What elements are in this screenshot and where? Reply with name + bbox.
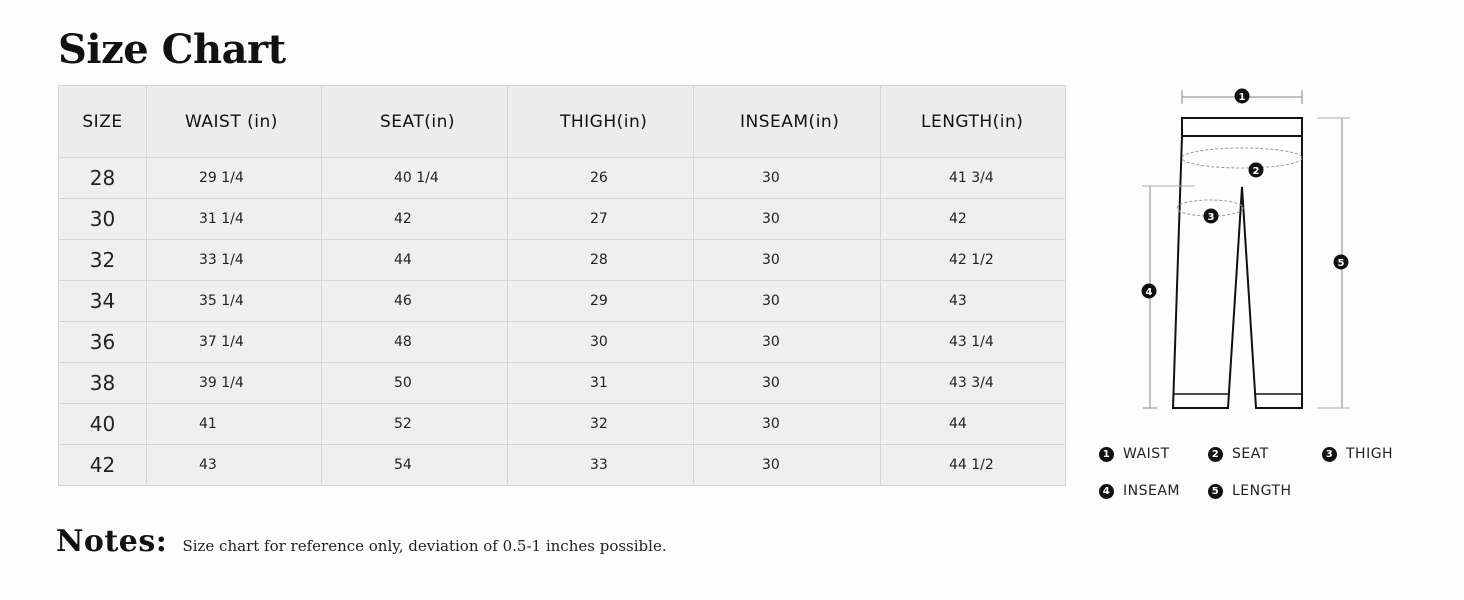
- cell-thigh: 27: [508, 199, 694, 240]
- cell-length: 42: [881, 199, 1066, 240]
- notes-label: Notes:: [56, 524, 168, 559]
- cell-inseam: 30: [694, 322, 881, 363]
- cell-inseam: 30: [694, 281, 881, 322]
- header-thigh: THIGH(in): [508, 86, 694, 158]
- cell-length: 42 1/2: [881, 240, 1066, 281]
- cell-length: 43: [881, 281, 1066, 322]
- legend-item-length: [1208, 483, 1292, 499]
- size-table: [58, 85, 1066, 486]
- marker-5: [1334, 255, 1349, 270]
- cell-waist: 43: [147, 445, 322, 486]
- number-2-icon: 2: [1208, 447, 1223, 462]
- cell-size: 32: [59, 240, 147, 281]
- cell-thigh: 30: [508, 322, 694, 363]
- cell-thigh: 32: [508, 404, 694, 445]
- cell-size: 34: [59, 281, 147, 322]
- cell-size: 40: [59, 404, 147, 445]
- notes: [56, 524, 667, 559]
- table-header-row: [59, 86, 1066, 158]
- cell-size: 38: [59, 363, 147, 404]
- svg-text:1: 1: [1238, 92, 1246, 103]
- cell-waist: 33 1/4: [147, 240, 322, 281]
- cell-seat: 54: [322, 445, 508, 486]
- cell-inseam: 30: [694, 445, 881, 486]
- cell-seat: 48: [322, 322, 508, 363]
- marker-1: [1235, 89, 1250, 104]
- page-title: Size Chart: [58, 26, 286, 73]
- cell-waist: 41: [147, 404, 322, 445]
- cell-size: 30: [59, 199, 147, 240]
- cell-size: 36: [59, 322, 147, 363]
- legend-item-inseam: [1099, 483, 1180, 499]
- legend-item-waist: [1099, 446, 1170, 462]
- svg-text:3: 3: [1207, 212, 1215, 223]
- cell-waist: 37 1/4: [147, 322, 322, 363]
- cell-waist: 29 1/4: [147, 158, 322, 199]
- cell-inseam: 30: [694, 240, 881, 281]
- cell-size: 28: [59, 158, 147, 199]
- cell-waist: 39 1/4: [147, 363, 322, 404]
- table-row: [59, 158, 1066, 199]
- cell-seat: 40 1/4: [322, 158, 508, 199]
- header-inseam: INSEAM(in): [694, 86, 881, 158]
- table-row: [59, 199, 1066, 240]
- legend-label: THIGH: [1346, 446, 1394, 462]
- table-row: [59, 404, 1066, 445]
- cell-thigh: 31: [508, 363, 694, 404]
- cell-seat: 44: [322, 240, 508, 281]
- cell-waist: 35 1/4: [147, 281, 322, 322]
- pants-diagram: [1095, 80, 1375, 430]
- legend-label: WAIST: [1123, 446, 1170, 462]
- cell-seat: 50: [322, 363, 508, 404]
- svg-text:5: 5: [1337, 258, 1345, 269]
- legend-label: INSEAM: [1123, 483, 1180, 499]
- cell-inseam: 30: [694, 199, 881, 240]
- header-waist: WAIST (in): [147, 86, 322, 158]
- cell-size: 42: [59, 445, 147, 486]
- marker-2: [1249, 163, 1264, 178]
- cell-thigh: 28: [508, 240, 694, 281]
- table-row: [59, 363, 1066, 404]
- cell-seat: 52: [322, 404, 508, 445]
- cell-seat: 42: [322, 199, 508, 240]
- legend-label: LENGTH: [1232, 483, 1292, 499]
- header-length: LENGTH(in): [881, 86, 1066, 158]
- number-4-icon: 4: [1099, 484, 1114, 499]
- pants-outline: [1173, 118, 1302, 408]
- cell-seat: 46: [322, 281, 508, 322]
- cell-length: 43 3/4: [881, 363, 1066, 404]
- number-1-icon: 1: [1099, 447, 1114, 462]
- legend-item-seat: [1208, 446, 1269, 462]
- notes-text: Size chart for reference only, deviation of 0.5-1 inches possible.: [182, 537, 667, 555]
- legend-label: SEAT: [1232, 446, 1269, 462]
- cell-thigh: 33: [508, 445, 694, 486]
- number-5-icon: 5: [1208, 484, 1223, 499]
- seat-measure-ellipse: [1182, 148, 1302, 168]
- table-row: [59, 322, 1066, 363]
- measurement-legend: [1099, 446, 1419, 506]
- marker-3: [1204, 209, 1219, 224]
- cell-length: 41 3/4: [881, 158, 1066, 199]
- cell-inseam: 30: [694, 363, 881, 404]
- cell-inseam: 30: [694, 158, 881, 199]
- cell-thigh: 26: [508, 158, 694, 199]
- cell-inseam: 30: [694, 404, 881, 445]
- header-seat: SEAT(in): [322, 86, 508, 158]
- number-3-icon: 3: [1322, 447, 1337, 462]
- cell-length: 44: [881, 404, 1066, 445]
- cell-waist: 31 1/4: [147, 199, 322, 240]
- table-row: [59, 445, 1066, 486]
- legend-item-thigh: [1322, 446, 1393, 462]
- header-size: SIZE: [59, 86, 147, 158]
- svg-text:2: 2: [1252, 166, 1260, 177]
- cell-length: 44 1/2: [881, 445, 1066, 486]
- cell-length: 43 1/4: [881, 322, 1066, 363]
- table-row: [59, 240, 1066, 281]
- table-row: [59, 281, 1066, 322]
- marker-4: [1142, 284, 1157, 299]
- svg-text:4: 4: [1145, 287, 1153, 298]
- cell-thigh: 29: [508, 281, 694, 322]
